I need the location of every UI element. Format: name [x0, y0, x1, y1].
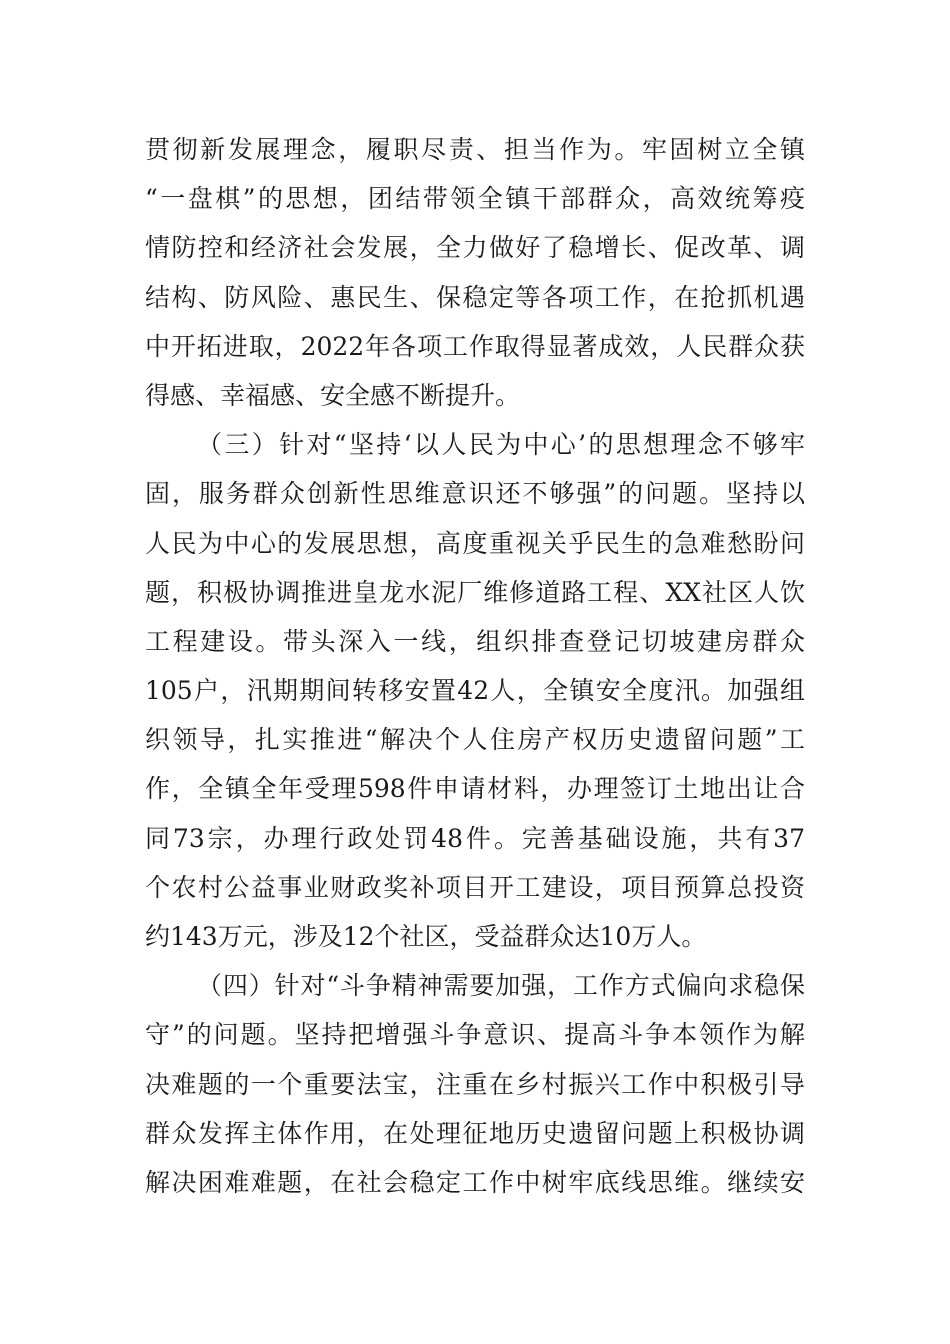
text-line: “一盘棋”的思想，团结带领全镇干部群众，高效统筹疫: [145, 184, 805, 214]
text-line: 个农村公益事业财政奖补项目开工建设，项目预算总投资: [145, 872, 805, 902]
text-line: 中开拓进取，2022年各项工作取得显著成效，人民群众获: [145, 331, 805, 361]
section-heading-line: （四）针对“斗争精神需要加强，工作方式偏向求稳保: [197, 971, 805, 1001]
text-line: 人民为中心的发展思想，高度重视关乎民生的急难愁盼问: [145, 528, 805, 558]
text-line: 题，积极协调推进皇龙水泥厂维修道路工程、XX社区人饮: [145, 577, 805, 607]
text-line: 守”的问题。坚持把增强斗争意识、提高斗争本领作为解: [145, 1020, 805, 1050]
text-line: 作，全镇全年受理598件申请材料，办理签订土地出让合: [145, 774, 805, 804]
text-line: 约143万元，涉及12个社区，受益群众达10万人。: [145, 922, 707, 951]
text-line: 决难题的一个重要法宝，注重在乡村振兴工作中积极引导: [145, 1069, 805, 1099]
text-line: 同73宗，办理行政处罚48件。完善基础设施，共有37: [145, 823, 805, 853]
text-line: 情防控和经济社会发展，全力做好了稳增长、促改革、调: [145, 233, 805, 263]
text-line: 贯彻新发展理念，履职尽责、担当作为。牢固树立全镇: [145, 135, 805, 164]
section-heading-line: （三）针对“坚持‘以人民为中心’的思想理念不够牢: [197, 430, 805, 460]
text-line: 得感、幸福感、安全感不断提升。: [145, 380, 521, 410]
text-line: 结构、防风险、惠民生、保稳定等各项工作，在抢抓机遇: [145, 282, 805, 312]
text-line: 织领导，扎实推进“解决个人住房产权历史遗留问题”工: [145, 725, 805, 755]
text-line: 工程建设。带头深入一线，组织排查登记切坡建房群众: [145, 626, 805, 656]
text-line: 解决困难难题，在社会稳定工作中树牢底线思维。继续安: [145, 1167, 805, 1197]
text-line: 105户，汛期期间转移安置42人，全镇安全度汛。加强组: [145, 676, 805, 706]
text-line: 群众发挥主体作用，在处理征地历史遗留问题上积极协调: [145, 1118, 805, 1148]
body-text: [145, 125, 805, 1207]
text-line: 固，服务群众创新性思维意识还不够强”的问题。坚持以: [145, 479, 805, 509]
